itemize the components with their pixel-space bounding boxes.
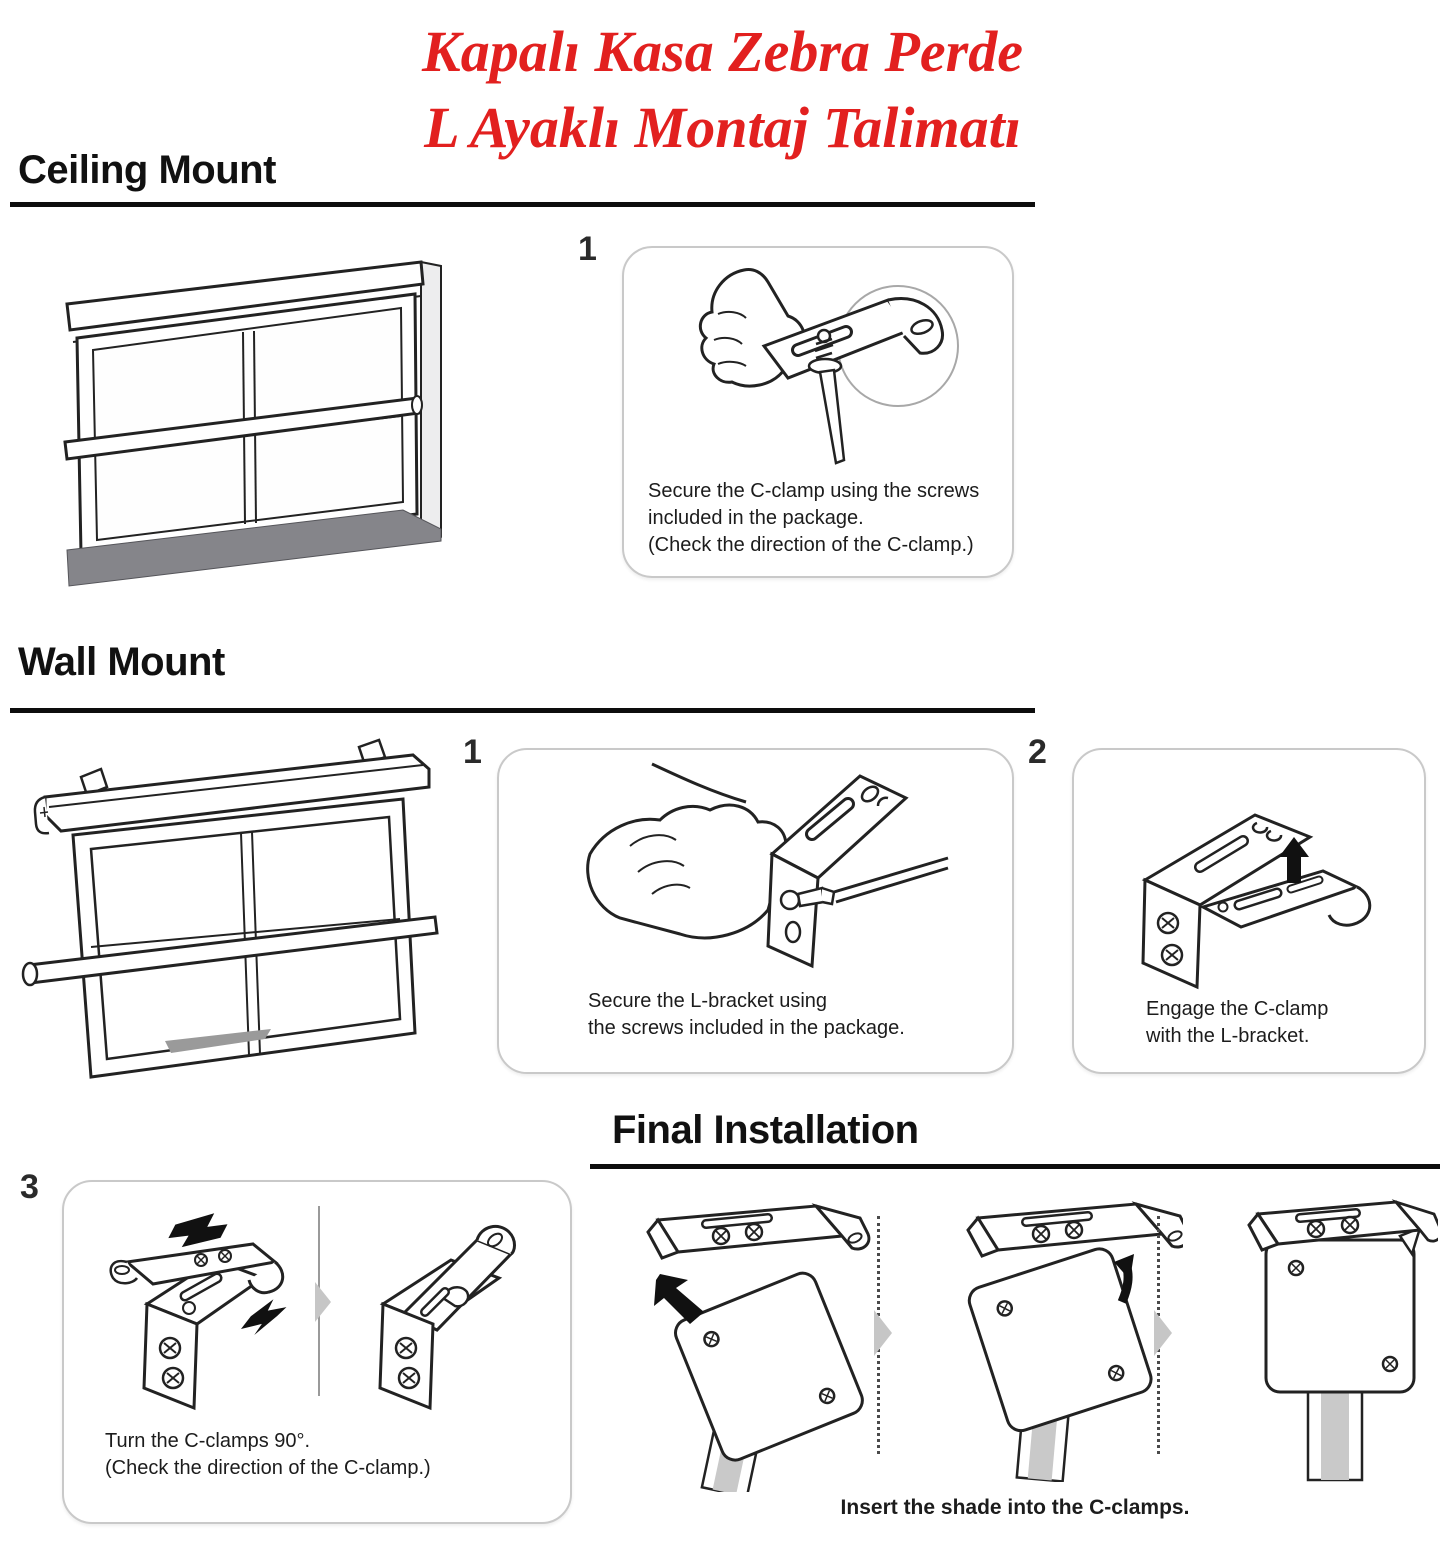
c-clamp [648,1206,869,1258]
final-rule [590,1164,1440,1169]
ceiling-step1-number: 1 [578,230,597,268]
hand [588,805,786,938]
wall-step1-number: 1 [463,733,482,771]
l-bracket-top-plate [772,776,906,878]
bracket-hole [786,922,800,942]
page-title-line1: Kapalı Kasa Zebra Perde [422,19,1023,84]
stage-before [111,1210,288,1408]
chevron-right-icon [315,1282,331,1322]
chevron-right-icon [874,1310,892,1356]
shade-cassette [1266,1228,1420,1392]
final-step3-caption: Turn the C-clamps 90°. (Check the direction of the C-clamp.) [105,1430,431,1479]
final-installation-heading: Final Installation [612,1108,919,1152]
final-bottom-caption: Insert the shade into the C-clamps. [840,1496,1190,1519]
final-step3-number: 3 [20,1168,39,1206]
ceiling-step1-caption: Secure the C-clamp using the screws included in the package. (Check the direction of the C-clamp.) [648,480,980,556]
ceiling-window-illustration [25,238,540,588]
wall-step2-caption: Engage the C-clamp with the L-bracket. [1146,998,1329,1047]
wall-mount-heading: Wall Mount [18,640,225,684]
chevron-right-icon [1154,1310,1172,1356]
page-title [0,14,1445,166]
screwdriver-shaft [834,858,948,892]
turn-c-clamps-illustration [85,1196,547,1418]
wall-window-illustration [15,735,460,1097]
screw-shaft [820,370,844,463]
stage-after [380,1226,515,1408]
insert-arrow [654,1274,704,1324]
c-clamp-screw-illustration [648,258,988,473]
rotate-arrows [168,1210,228,1250]
wall-rule [10,708,1035,713]
engage-c-clamp-illustration [1105,775,1395,993]
final-image-insert [618,1192,883,1492]
final-image-tilt [948,1192,1183,1482]
ceiling-rule [10,202,1035,207]
final-image-seated [1238,1192,1438,1482]
ceiling-mount-heading: Ceiling Mount [18,148,276,192]
c-clamp [968,1204,1183,1256]
l-bracket-screwdriver-illustration [560,762,950,980]
wall-step1-caption: Secure the L-bracket using the screws included in the package. [588,990,905,1039]
page-title-line2: L Ayaklı Montaj Talimatı [424,95,1021,160]
shade-cassette [671,1269,866,1464]
fabric-strip [1308,1392,1362,1480]
wall-step2-number: 2 [1028,733,1047,771]
